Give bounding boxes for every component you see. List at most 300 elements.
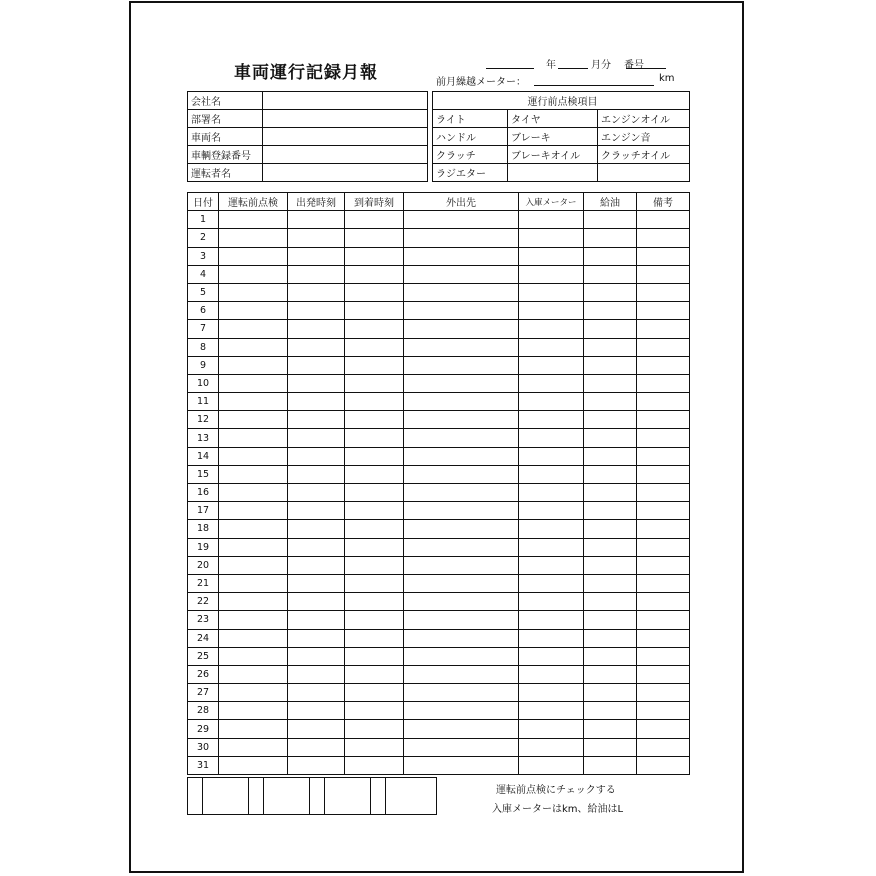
fuel-cell[interactable] [584, 738, 637, 756]
table-row [188, 684, 690, 702]
destination-cell[interactable] [404, 593, 519, 611]
table-row [188, 702, 690, 720]
destination-cell[interactable] [404, 447, 519, 465]
stamp-box[interactable] [264, 778, 310, 815]
destination-cell[interactable] [404, 665, 519, 683]
arrival-cell[interactable] [345, 720, 404, 738]
destination-cell[interactable] [404, 411, 519, 429]
departure-cell[interactable] [288, 374, 345, 392]
check-item: エンジンオイル [598, 110, 690, 128]
departure-cell[interactable] [288, 502, 345, 520]
destination-cell[interactable] [404, 211, 519, 229]
remarks-cell[interactable] [637, 593, 690, 611]
arrival-cell[interactable] [345, 411, 404, 429]
destination-cell[interactable] [404, 265, 519, 283]
precheck-cell[interactable] [219, 574, 288, 592]
departure-cell[interactable] [288, 302, 345, 320]
meter-cell[interactable] [519, 265, 584, 283]
destination-cell[interactable] [404, 720, 519, 738]
fuel-cell[interactable] [584, 265, 637, 283]
check-item: クラッチオイル [598, 146, 690, 164]
destination-cell[interactable] [404, 484, 519, 502]
stamp-box[interactable] [249, 778, 264, 815]
precheck-cell[interactable] [219, 665, 288, 683]
meter-cell[interactable] [519, 574, 584, 592]
remarks-cell[interactable] [637, 247, 690, 265]
arrival-cell[interactable] [345, 484, 404, 502]
remarks-cell[interactable] [637, 720, 690, 738]
col-departure-header: 出発時刻 [288, 193, 345, 211]
precheck-cell[interactable] [219, 229, 288, 247]
remarks-cell[interactable] [637, 429, 690, 447]
precheck-cell[interactable] [219, 429, 288, 447]
precheck-cell[interactable] [219, 411, 288, 429]
day-number: 26 [188, 665, 219, 683]
precheck-cell[interactable] [219, 756, 288, 774]
remarks-cell[interactable] [637, 684, 690, 702]
destination-cell[interactable] [404, 302, 519, 320]
destination-cell[interactable] [404, 356, 519, 374]
destination-cell[interactable] [404, 629, 519, 647]
prev-meter-blank[interactable] [534, 85, 654, 86]
departure-cell[interactable] [288, 338, 345, 356]
fuel-cell[interactable] [584, 411, 637, 429]
day-number: 31 [188, 756, 219, 774]
day-number: 30 [188, 738, 219, 756]
destination-cell[interactable] [404, 502, 519, 520]
department-field[interactable] [263, 110, 428, 128]
precheck-cell[interactable] [219, 356, 288, 374]
departure-cell[interactable] [288, 611, 345, 629]
fuel-cell[interactable] [584, 465, 637, 483]
departure-cell[interactable] [288, 247, 345, 265]
precheck-cell[interactable] [219, 629, 288, 647]
fuel-cell[interactable] [584, 229, 637, 247]
table-row [188, 247, 690, 265]
destination-cell[interactable] [404, 556, 519, 574]
day-number: 5 [188, 283, 219, 301]
arrival-cell[interactable] [345, 229, 404, 247]
driver-field[interactable] [263, 164, 428, 182]
arrival-cell[interactable] [345, 302, 404, 320]
number-blank[interactable] [626, 68, 666, 69]
arrival-cell[interactable] [345, 538, 404, 556]
check-item: ラジエター [433, 164, 508, 182]
destination-cell[interactable] [404, 538, 519, 556]
departure-cell[interactable] [288, 265, 345, 283]
registration-label: 車輌登録番号 [188, 146, 263, 164]
meter-cell[interactable] [519, 374, 584, 392]
arrival-cell[interactable] [345, 684, 404, 702]
departure-cell[interactable] [288, 756, 345, 774]
col-date-header: 日付 [188, 193, 219, 211]
destination-cell[interactable] [404, 574, 519, 592]
precheck-cell[interactable] [219, 374, 288, 392]
departure-cell[interactable] [288, 356, 345, 374]
remarks-cell[interactable] [637, 302, 690, 320]
driver-label: 運転者名 [188, 164, 263, 182]
vehicle-field[interactable] [263, 128, 428, 146]
meter-cell[interactable] [519, 520, 584, 538]
table-row [188, 720, 690, 738]
departure-cell[interactable] [288, 702, 345, 720]
fuel-cell[interactable] [584, 756, 637, 774]
destination-cell[interactable] [404, 320, 519, 338]
table-row [188, 265, 690, 283]
precheck-cell[interactable] [219, 538, 288, 556]
remarks-cell[interactable] [637, 356, 690, 374]
stamp-box[interactable] [310, 778, 325, 815]
fuel-cell[interactable] [584, 629, 637, 647]
precheck-cell[interactable] [219, 320, 288, 338]
remarks-cell[interactable] [637, 447, 690, 465]
arrival-cell[interactable] [345, 356, 404, 374]
meter-cell[interactable] [519, 611, 584, 629]
fuel-cell[interactable] [584, 484, 637, 502]
daily-log-table [187, 192, 690, 775]
arrival-cell[interactable] [345, 665, 404, 683]
day-number: 4 [188, 265, 219, 283]
departure-cell[interactable] [288, 738, 345, 756]
destination-cell[interactable] [404, 229, 519, 247]
day-number: 23 [188, 611, 219, 629]
remarks-cell[interactable] [637, 702, 690, 720]
day-number: 16 [188, 484, 219, 502]
fuel-cell[interactable] [584, 593, 637, 611]
form-title: 車両運行記録月報 [234, 63, 378, 83]
info-row-department [188, 110, 428, 128]
precheck-cell[interactable] [219, 738, 288, 756]
departure-cell[interactable] [288, 665, 345, 683]
fuel-cell[interactable] [584, 338, 637, 356]
destination-cell[interactable] [404, 374, 519, 392]
precheck-cell[interactable] [219, 647, 288, 665]
meter-cell[interactable] [519, 502, 584, 520]
meter-cell[interactable] [519, 393, 584, 411]
arrival-cell[interactable] [345, 702, 404, 720]
meter-cell[interactable] [519, 320, 584, 338]
arrival-cell[interactable] [345, 647, 404, 665]
meter-cell[interactable] [519, 302, 584, 320]
stamp-box[interactable] [325, 778, 371, 815]
meter-cell[interactable] [519, 229, 584, 247]
table-row [188, 756, 690, 774]
meter-cell[interactable] [519, 247, 584, 265]
info-table [187, 91, 428, 182]
precheck-cell[interactable] [219, 465, 288, 483]
meter-cell[interactable] [519, 338, 584, 356]
table-row [188, 538, 690, 556]
table-row [188, 283, 690, 301]
check-item: タイヤ [508, 110, 598, 128]
remarks-cell[interactable] [637, 229, 690, 247]
destination-cell[interactable] [404, 393, 519, 411]
fuel-cell[interactable] [584, 447, 637, 465]
fuel-cell[interactable] [584, 556, 637, 574]
destination-cell[interactable] [404, 647, 519, 665]
stamp-box[interactable] [188, 778, 203, 815]
departure-cell[interactable] [288, 684, 345, 702]
departure-cell[interactable] [288, 720, 345, 738]
arrival-cell[interactable] [345, 447, 404, 465]
col-arrival-header: 到着時刻 [345, 193, 404, 211]
remarks-cell[interactable] [637, 556, 690, 574]
precheck-cell[interactable] [219, 302, 288, 320]
fuel-cell[interactable] [584, 247, 637, 265]
arrival-cell[interactable] [345, 338, 404, 356]
arrival-cell[interactable] [345, 465, 404, 483]
destination-cell[interactable] [404, 684, 519, 702]
departure-cell[interactable] [288, 556, 345, 574]
arrival-cell[interactable] [345, 211, 404, 229]
remarks-cell[interactable] [637, 211, 690, 229]
departure-cell[interactable] [288, 465, 345, 483]
table-row [188, 211, 690, 229]
departure-cell[interactable] [288, 411, 345, 429]
meter-cell[interactable] [519, 647, 584, 665]
fuel-cell[interactable] [584, 574, 637, 592]
table-row [188, 484, 690, 502]
meter-cell[interactable] [519, 211, 584, 229]
day-number: 17 [188, 502, 219, 520]
col-destination-header: 外出先 [404, 193, 519, 211]
col-meter-header: 入庫メーター [519, 193, 584, 211]
arrival-cell[interactable] [345, 556, 404, 574]
remarks-cell[interactable] [637, 484, 690, 502]
remarks-cell[interactable] [637, 756, 690, 774]
stamp-box[interactable] [203, 778, 249, 815]
precheck-cell[interactable] [219, 247, 288, 265]
day-number: 10 [188, 374, 219, 392]
precheck-cell[interactable] [219, 502, 288, 520]
day-number: 11 [188, 393, 219, 411]
precheck-cell[interactable] [219, 283, 288, 301]
info-row-registration [188, 146, 428, 164]
stamp-box[interactable] [386, 778, 437, 815]
departure-cell[interactable] [288, 229, 345, 247]
meter-cell[interactable] [519, 484, 584, 502]
arrival-cell[interactable] [345, 756, 404, 774]
table-row [188, 320, 690, 338]
remarks-cell[interactable] [637, 629, 690, 647]
registration-field[interactable] [263, 146, 428, 164]
remarks-cell[interactable] [637, 665, 690, 683]
meter-cell[interactable] [519, 538, 584, 556]
fuel-cell[interactable] [584, 302, 637, 320]
remarks-cell[interactable] [637, 338, 690, 356]
meter-cell[interactable] [519, 684, 584, 702]
fuel-cell[interactable] [584, 283, 637, 301]
arrival-cell[interactable] [345, 502, 404, 520]
prev-meter-line [436, 73, 686, 87]
precheck-cell[interactable] [219, 211, 288, 229]
precheck-cell[interactable] [219, 393, 288, 411]
arrival-cell[interactable] [345, 611, 404, 629]
destination-cell[interactable] [404, 702, 519, 720]
departure-cell[interactable] [288, 447, 345, 465]
fuel-cell[interactable] [584, 429, 637, 447]
meter-cell[interactable] [519, 702, 584, 720]
destination-cell[interactable] [404, 338, 519, 356]
destination-cell[interactable] [404, 611, 519, 629]
period-number-line [486, 56, 686, 70]
meter-cell[interactable] [519, 556, 584, 574]
day-number: 12 [188, 411, 219, 429]
destination-cell[interactable] [404, 738, 519, 756]
precheck-cell[interactable] [219, 484, 288, 502]
meter-cell[interactable] [519, 429, 584, 447]
departure-cell[interactable] [288, 520, 345, 538]
departure-cell[interactable] [288, 211, 345, 229]
destination-cell[interactable] [404, 465, 519, 483]
remarks-cell[interactable] [637, 574, 690, 592]
arrival-cell[interactable] [345, 320, 404, 338]
arrival-cell[interactable] [345, 429, 404, 447]
meter-cell[interactable] [519, 738, 584, 756]
fuel-cell[interactable] [584, 665, 637, 683]
remarks-cell[interactable] [637, 265, 690, 283]
precheck-cell[interactable] [219, 338, 288, 356]
destination-cell[interactable] [404, 283, 519, 301]
day-number: 27 [188, 684, 219, 702]
remarks-cell[interactable] [637, 283, 690, 301]
meter-cell[interactable] [519, 356, 584, 374]
remarks-cell[interactable] [637, 393, 690, 411]
departure-cell[interactable] [288, 393, 345, 411]
day-number: 1 [188, 211, 219, 229]
check-item: エンジン音 [598, 128, 690, 146]
arrival-cell[interactable] [345, 629, 404, 647]
destination-cell[interactable] [404, 520, 519, 538]
arrival-cell[interactable] [345, 593, 404, 611]
meter-cell[interactable] [519, 720, 584, 738]
remarks-cell[interactable] [637, 320, 690, 338]
arrival-cell[interactable] [345, 247, 404, 265]
fuel-cell[interactable] [584, 720, 637, 738]
day-number: 29 [188, 720, 219, 738]
departure-cell[interactable] [288, 320, 345, 338]
arrival-cell[interactable] [345, 283, 404, 301]
remarks-cell[interactable] [637, 538, 690, 556]
remarks-cell[interactable] [637, 374, 690, 392]
day-number: 9 [188, 356, 219, 374]
departure-cell[interactable] [288, 283, 345, 301]
arrival-cell[interactable] [345, 265, 404, 283]
meter-cell[interactable] [519, 465, 584, 483]
table-row [188, 374, 690, 392]
remarks-cell[interactable] [637, 465, 690, 483]
table-row [188, 393, 690, 411]
fuel-cell[interactable] [584, 684, 637, 702]
info-row-driver [188, 164, 428, 182]
table-row [188, 738, 690, 756]
table-row [188, 429, 690, 447]
departure-cell[interactable] [288, 484, 345, 502]
day-number: 25 [188, 647, 219, 665]
log-header-row [188, 193, 690, 211]
fuel-cell[interactable] [584, 647, 637, 665]
year-label: 年 [546, 60, 556, 71]
meter-cell[interactable] [519, 283, 584, 301]
remarks-cell[interactable] [637, 647, 690, 665]
arrival-cell[interactable] [345, 374, 404, 392]
company-label: 会社名 [188, 92, 263, 110]
day-number: 20 [188, 556, 219, 574]
fuel-cell[interactable] [584, 356, 637, 374]
departure-cell[interactable] [288, 538, 345, 556]
precheck-cell[interactable] [219, 556, 288, 574]
day-number: 8 [188, 338, 219, 356]
day-number: 15 [188, 465, 219, 483]
destination-cell[interactable] [404, 247, 519, 265]
day-number: 6 [188, 302, 219, 320]
arrival-cell[interactable] [345, 738, 404, 756]
day-number: 28 [188, 702, 219, 720]
company-field[interactable] [263, 92, 428, 110]
destination-cell[interactable] [404, 756, 519, 774]
remarks-cell[interactable] [637, 411, 690, 429]
fuel-cell[interactable] [584, 538, 637, 556]
stamp-box[interactable] [371, 778, 386, 815]
remarks-cell[interactable] [637, 738, 690, 756]
departure-cell[interactable] [288, 629, 345, 647]
precheck-cell[interactable] [219, 520, 288, 538]
departure-cell[interactable] [288, 574, 345, 592]
fuel-cell[interactable] [584, 502, 637, 520]
fuel-cell[interactable] [584, 211, 637, 229]
precheck-cell[interactable] [219, 702, 288, 720]
precheck-cell[interactable] [219, 265, 288, 283]
check-item: ハンドル [433, 128, 508, 146]
year-blank[interactable] [486, 68, 534, 69]
stamp-boxes [187, 777, 437, 815]
meter-cell[interactable] [519, 411, 584, 429]
table-row [188, 556, 690, 574]
col-fuel-header: 給油 [584, 193, 637, 211]
remarks-cell[interactable] [637, 520, 690, 538]
precheck-cell[interactable] [219, 684, 288, 702]
precheck-cell[interactable] [219, 593, 288, 611]
arrival-cell[interactable] [345, 393, 404, 411]
meter-cell[interactable] [519, 447, 584, 465]
destination-cell[interactable] [404, 429, 519, 447]
meter-cell[interactable] [519, 629, 584, 647]
month-blank[interactable] [558, 68, 588, 69]
table-row [188, 465, 690, 483]
fuel-cell[interactable] [584, 702, 637, 720]
meter-cell[interactable] [519, 593, 584, 611]
arrival-cell[interactable] [345, 574, 404, 592]
table-row [188, 302, 690, 320]
meter-cell[interactable] [519, 756, 584, 774]
departure-cell[interactable] [288, 647, 345, 665]
check-item: ライト [433, 110, 508, 128]
fuel-cell[interactable] [584, 374, 637, 392]
precheck-cell[interactable] [219, 611, 288, 629]
remarks-cell[interactable] [637, 611, 690, 629]
arrival-cell[interactable] [345, 520, 404, 538]
remarks-cell[interactable] [637, 502, 690, 520]
fuel-cell[interactable] [584, 611, 637, 629]
meter-cell[interactable] [519, 665, 584, 683]
fuel-cell[interactable] [584, 520, 637, 538]
fuel-cell[interactable] [584, 393, 637, 411]
departure-cell[interactable] [288, 429, 345, 447]
precheck-cell[interactable] [219, 447, 288, 465]
departure-cell[interactable] [288, 593, 345, 611]
fuel-cell[interactable] [584, 320, 637, 338]
precheck-cell[interactable] [219, 720, 288, 738]
